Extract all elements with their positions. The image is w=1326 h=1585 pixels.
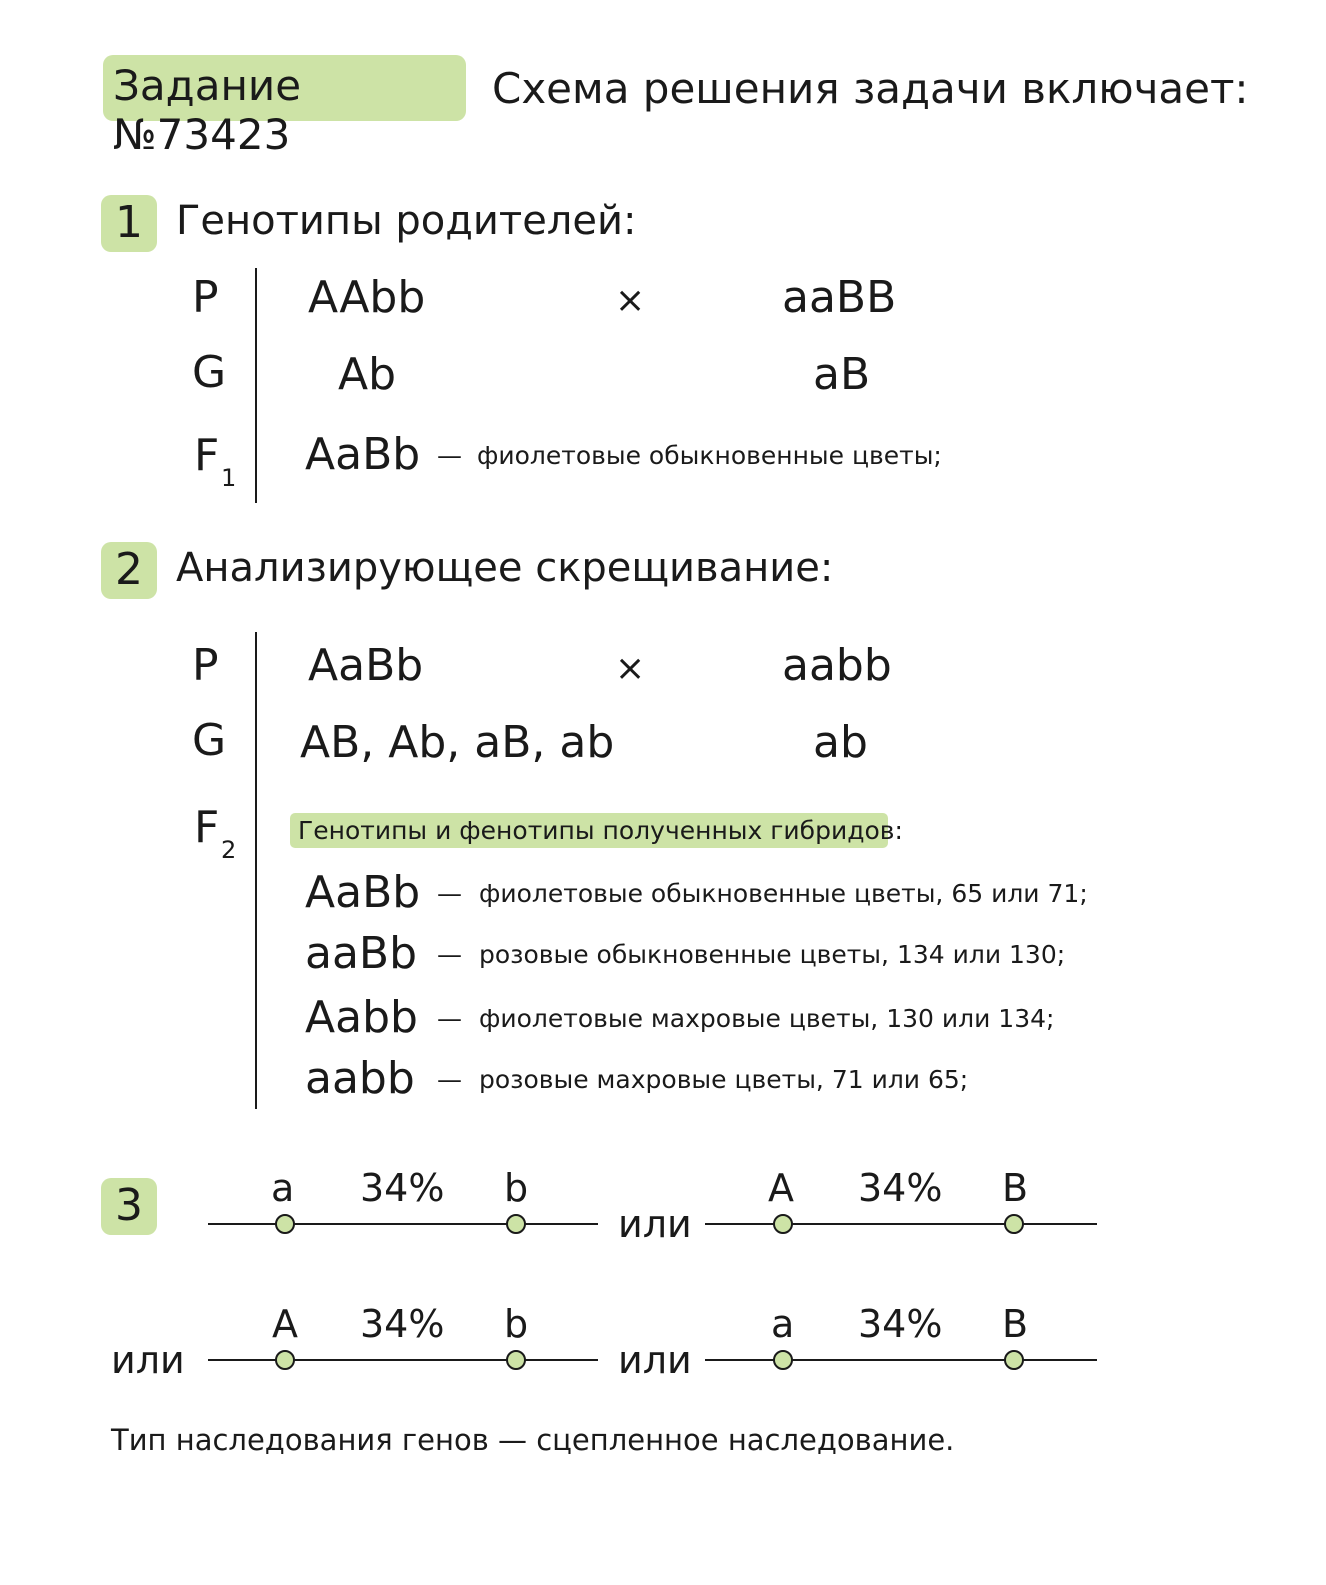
- gene-locus-dot: [276, 1215, 294, 1233]
- gene-label: B: [1002, 1302, 1029, 1346]
- parent-genotype-left: AAbb: [308, 272, 426, 323]
- offspring-genotype: aabb: [305, 1053, 415, 1104]
- section-1-number: 1: [115, 197, 143, 248]
- offspring-dash: —: [437, 879, 462, 908]
- parent-genotype-right: aabb: [782, 640, 892, 691]
- distance-label: 34%: [858, 1166, 943, 1210]
- offspring-dash: —: [437, 1065, 462, 1094]
- parent-genotype-right: aaBB: [782, 272, 897, 323]
- gametes-left: AB, Ab, aB, ab: [300, 717, 615, 768]
- gene-locus-dot: [1005, 1351, 1023, 1369]
- chromosome-line: [208, 1351, 598, 1369]
- row-label-g: G: [192, 715, 227, 766]
- f1-phenotype: фиолетовые обыкновенные цветы;: [477, 441, 942, 470]
- task-number: Задание №73423: [113, 61, 302, 159]
- gene-locus-dot: [774, 1351, 792, 1369]
- offspring-phenotype: фиолетовые махровые цветы, 130 или 134;: [479, 1004, 1055, 1033]
- row-label-g: G: [192, 347, 227, 398]
- distance-label: 34%: [360, 1302, 445, 1346]
- offspring-phenotype: фиолетовые обыкновенные цветы, 65 или 71;: [479, 879, 1088, 908]
- gene-label: a: [271, 1166, 295, 1210]
- gamete-left: Ab: [338, 349, 397, 400]
- gene-label: b: [504, 1302, 529, 1346]
- row-label-f-subscript: 2: [221, 836, 237, 864]
- cross-symbol: ×: [615, 648, 646, 689]
- row-label-p: P: [192, 272, 219, 323]
- gene-locus-dot: [507, 1215, 525, 1233]
- row-label-f-subscript: 1: [221, 464, 237, 492]
- row-label-p: P: [192, 640, 219, 691]
- f1-dash: —: [437, 441, 462, 470]
- gene-label: b: [504, 1166, 529, 1210]
- offspring-genotype: aaBb: [305, 928, 418, 979]
- gene-locus-dot: [1005, 1215, 1023, 1233]
- hybrids-heading: Генотипы и фенотипы полученных гибридов:: [298, 816, 903, 845]
- conclusion-text: Тип наследования генов — сцепленное наследование.: [111, 1423, 955, 1457]
- offspring-genotype: AaBb: [305, 867, 421, 918]
- gene-locus-dot: [276, 1351, 294, 1369]
- parent-genotype-left: AaBb: [308, 640, 424, 691]
- gene-label: A: [272, 1302, 298, 1346]
- row-label-f: F: [194, 802, 220, 853]
- gene-label: A: [768, 1166, 794, 1210]
- gene-label: a: [771, 1302, 795, 1346]
- gene-label: B: [1002, 1166, 1029, 1210]
- chromosome-line: [208, 1215, 598, 1233]
- cross-symbol: ×: [615, 280, 646, 321]
- f1-genotype: AaBb: [305, 429, 421, 480]
- section-2-title: Анализирующее скрещивание:: [176, 545, 834, 591]
- distance-label: 34%: [858, 1302, 943, 1346]
- distance-label: 34%: [360, 1166, 445, 1210]
- offspring-genotype: Aabb: [305, 992, 418, 1043]
- section-3-number: 3: [115, 1180, 143, 1231]
- section-2-number: 2: [115, 544, 143, 595]
- gene-locus-dot: [774, 1215, 792, 1233]
- offspring-dash: —: [437, 1004, 462, 1033]
- gene-locus-dot: [507, 1351, 525, 1369]
- or-label: или: [618, 1338, 692, 1382]
- row-label-f: F: [194, 430, 220, 481]
- or-label: или: [618, 1202, 692, 1246]
- gamete-right: ab: [813, 717, 868, 768]
- page-title: Схема решения задачи включает:: [492, 64, 1249, 113]
- chromosome-line: [705, 1215, 1097, 1233]
- chromosome-line: [705, 1351, 1097, 1369]
- offspring-dash: —: [437, 940, 462, 969]
- section-1-title: Генотипы родителей:: [176, 198, 637, 244]
- or-label: или: [111, 1338, 185, 1382]
- offspring-phenotype: розовые махровые цветы, 71 или 65;: [479, 1065, 969, 1094]
- offspring-phenotype: розовые обыкновенные цветы, 134 или 130;: [479, 940, 1066, 969]
- gamete-right: aB: [813, 349, 871, 400]
